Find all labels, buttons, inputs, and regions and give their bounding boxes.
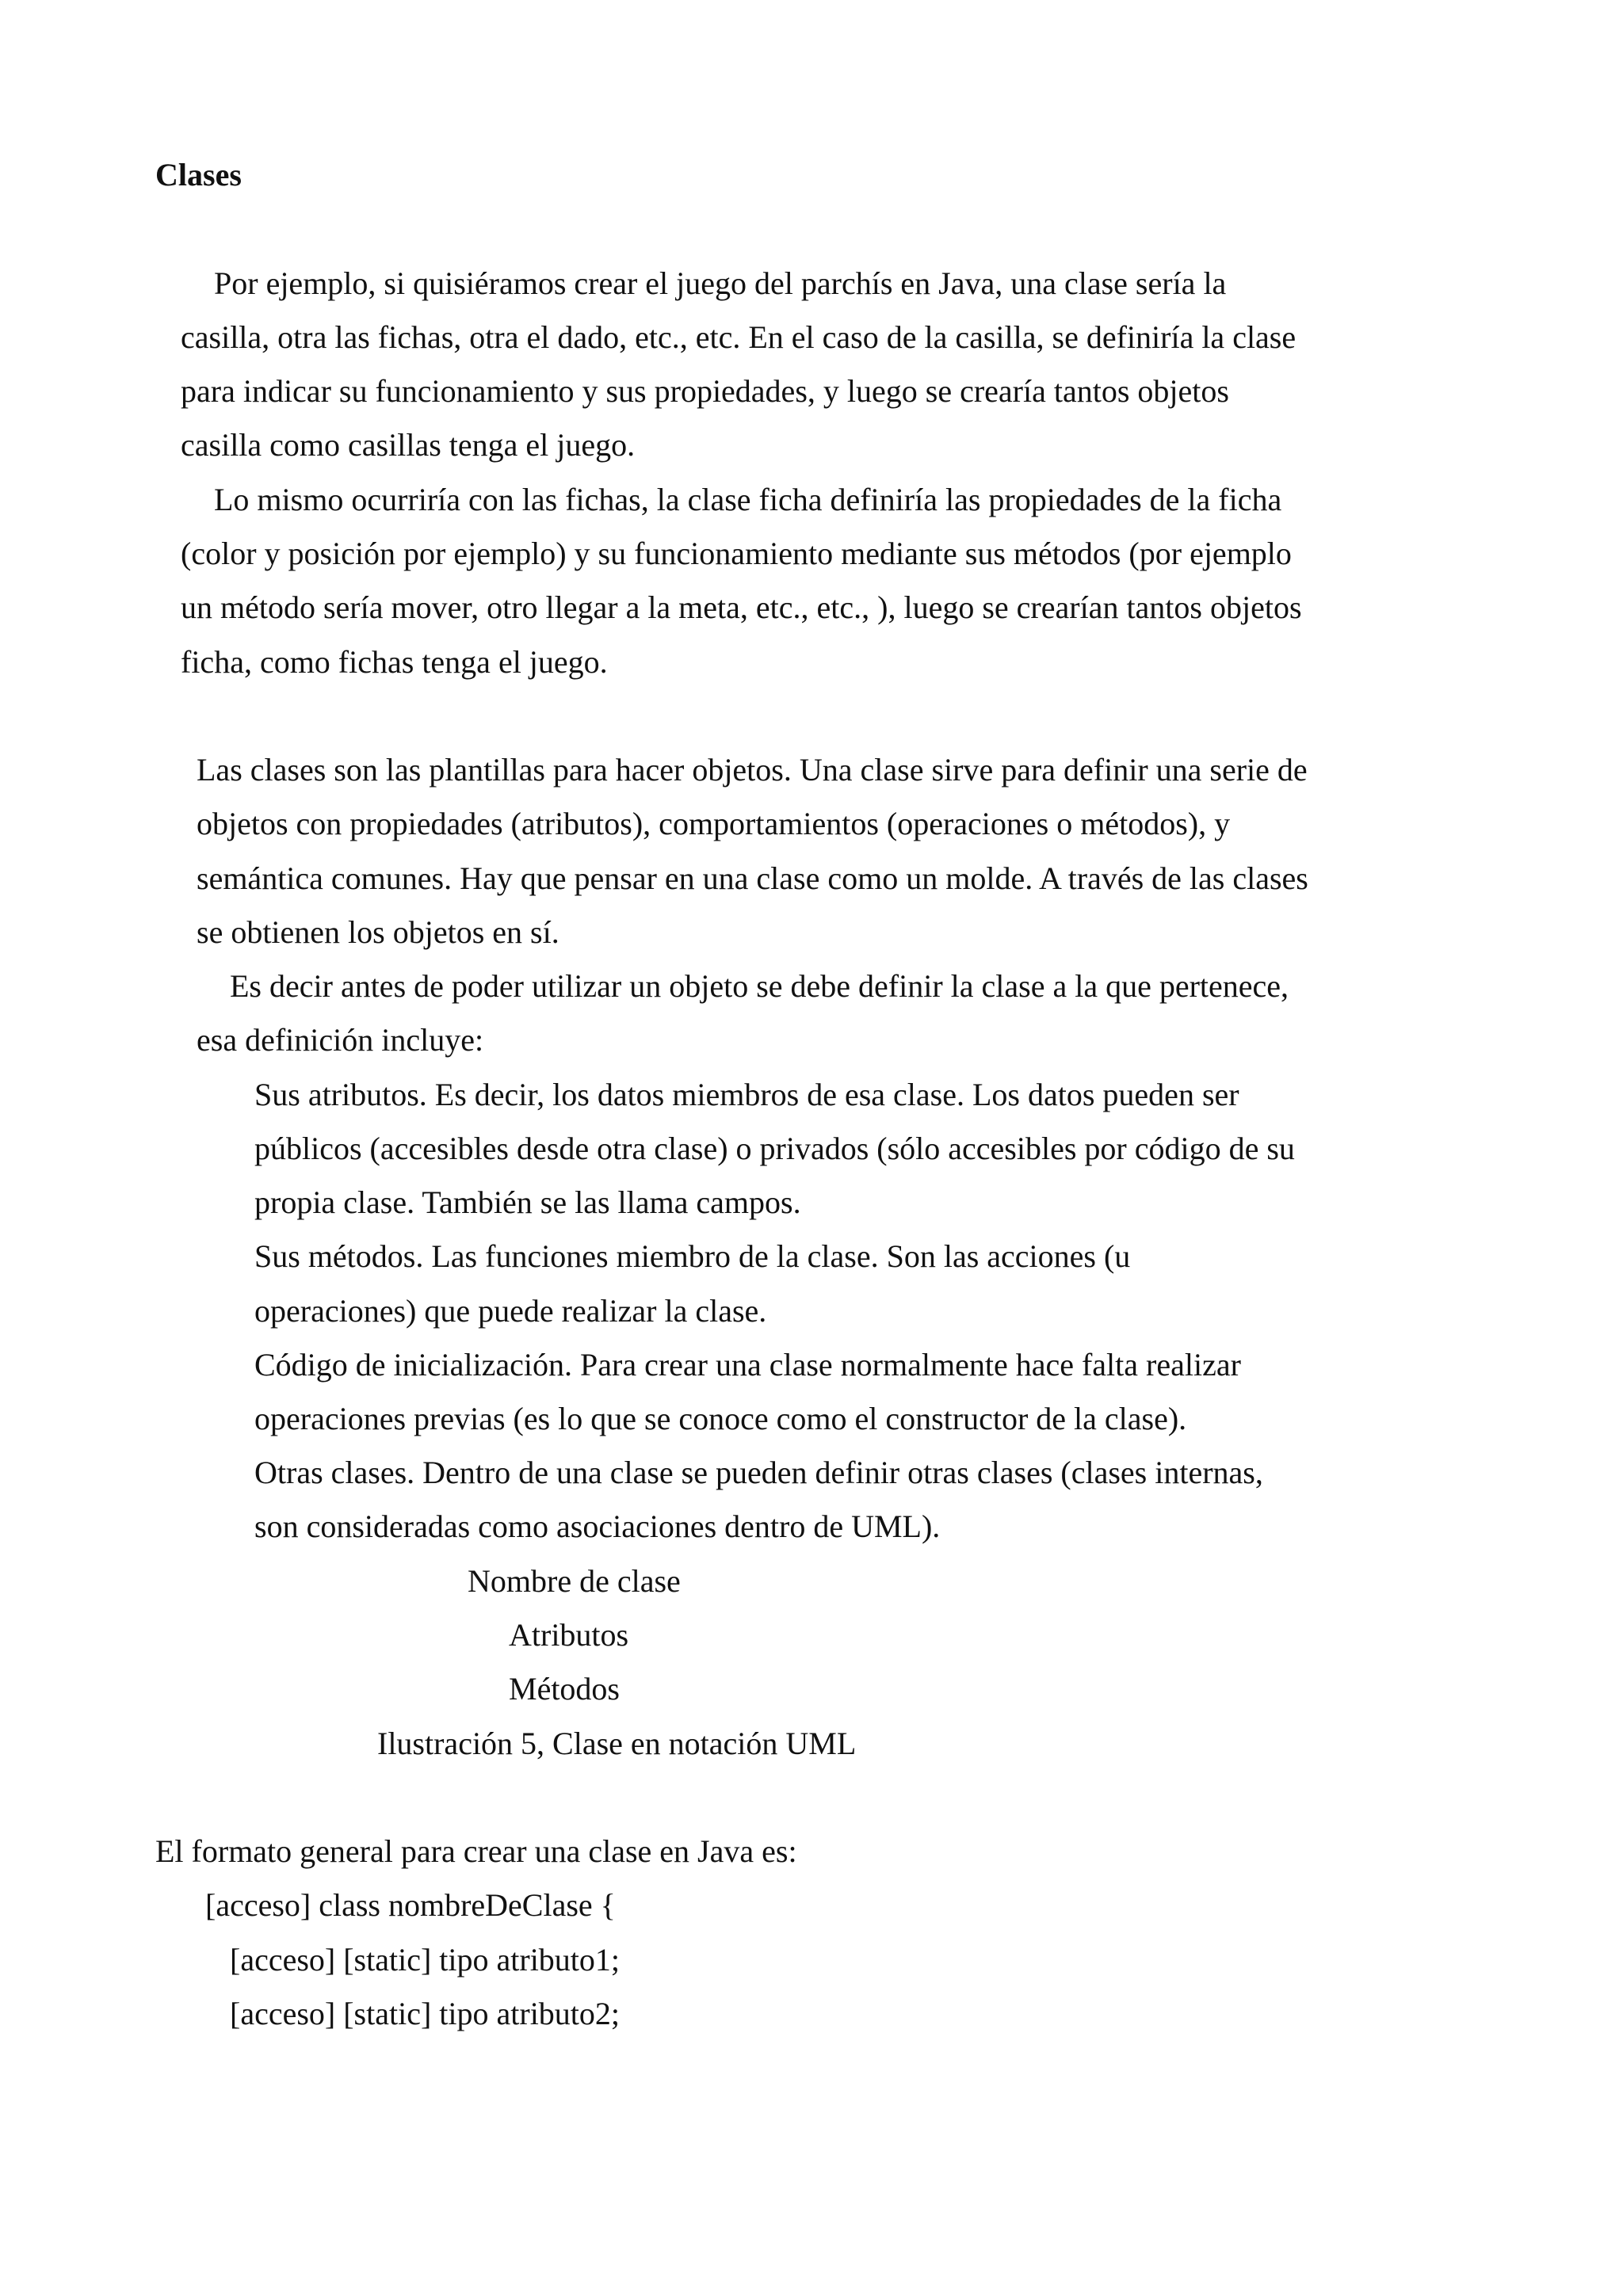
paragraph-line: casilla como casillas tenga el juego. [181,427,636,463]
paragraph-line: (color y posición por ejemplo) y su funcionamiento mediante sus métodos (por ejemplo [181,536,1292,571]
paragraph-line: objetos con propiedades (atributos), comportamientos (operaciones o métodos), y [197,806,1231,841]
list-item-line: Otras clases. Dentro de una clase se pueden definir otras clases (clases internas, [254,1455,1263,1490]
uml-methods: Métodos [509,1671,620,1707]
list-item-line: Sus atributos. Es decir, los datos miembros de esa clase. Los datos pueden ser [254,1077,1239,1112]
code-line: [acceso] class nombreDeClase { [205,1887,616,1923]
paragraph-line: Lo mismo ocurriría con las fichas, la clase ficha definiría las propiedades de la ficha [214,482,1282,517]
paragraph-line: esa definición incluye: [197,1022,484,1058]
paragraph-line: se obtienen los objetos en sí. [197,914,559,950]
figure-caption: Ilustración 5, Clase en notación UML [377,1726,857,1761]
code-line: [acceso] [static] tipo atributo1; [230,1942,621,1978]
paragraph-line: Es decir antes de poder utilizar un objeto se debe definir la clase a la que pertenece, [230,968,1289,1004]
code-line: [acceso] [static] tipo atributo2; [230,1996,621,2031]
list-item-line: operaciones previas (es lo que se conoce como el constructor de la clase). [254,1401,1187,1436]
list-item-line: propia clase. También se las llama campos. [254,1184,801,1220]
list-item-line: operaciones) que puede realizar la clase. [254,1293,767,1329]
uml-attributes: Atributos [509,1617,629,1653]
list-item-line: Sus métodos. Las funciones miembro de la clase. Son las acciones (u [254,1238,1131,1274]
page-title: Clases [155,157,242,193]
paragraph-line: semántica comunes. Hay que pensar en una clase como un molde. A través de las clases [197,860,1308,896]
paragraph-line: Por ejemplo, si quisiéramos crear el juego del parchís en Java, una clase sería la [214,265,1227,301]
list-item-line: públicos (accesibles desde otra clase) o privados (sólo accesibles por código de su [254,1131,1295,1166]
paragraph-line: casilla, otra las fichas, otra el dado, etc., etc. En el caso de la casilla, se definiría la clase [181,319,1296,355]
list-item-line: Código de inicialización. Para crear una clase normalmente hace falta realizar [254,1347,1241,1383]
paragraph-line: un método sería mover, otro llegar a la meta, etc., etc., ), luego se crearían tantos objetos [181,589,1302,625]
paragraph-line: Las clases son las plantillas para hacer objetos. Una clase sirve para definir una serie de [197,752,1308,788]
list-item-line: son consideradas como asociaciones dentro de UML). [254,1508,941,1544]
paragraph-line: para indicar su funcionamiento y sus propiedades, y luego se crearía tantos objetos [181,373,1229,409]
uml-class-name: Nombre de clase [468,1563,681,1599]
format-intro: El formato general para crear una clase en Java es: [155,1833,797,1869]
paragraph-line: ficha, como fichas tenga el juego. [181,644,608,680]
